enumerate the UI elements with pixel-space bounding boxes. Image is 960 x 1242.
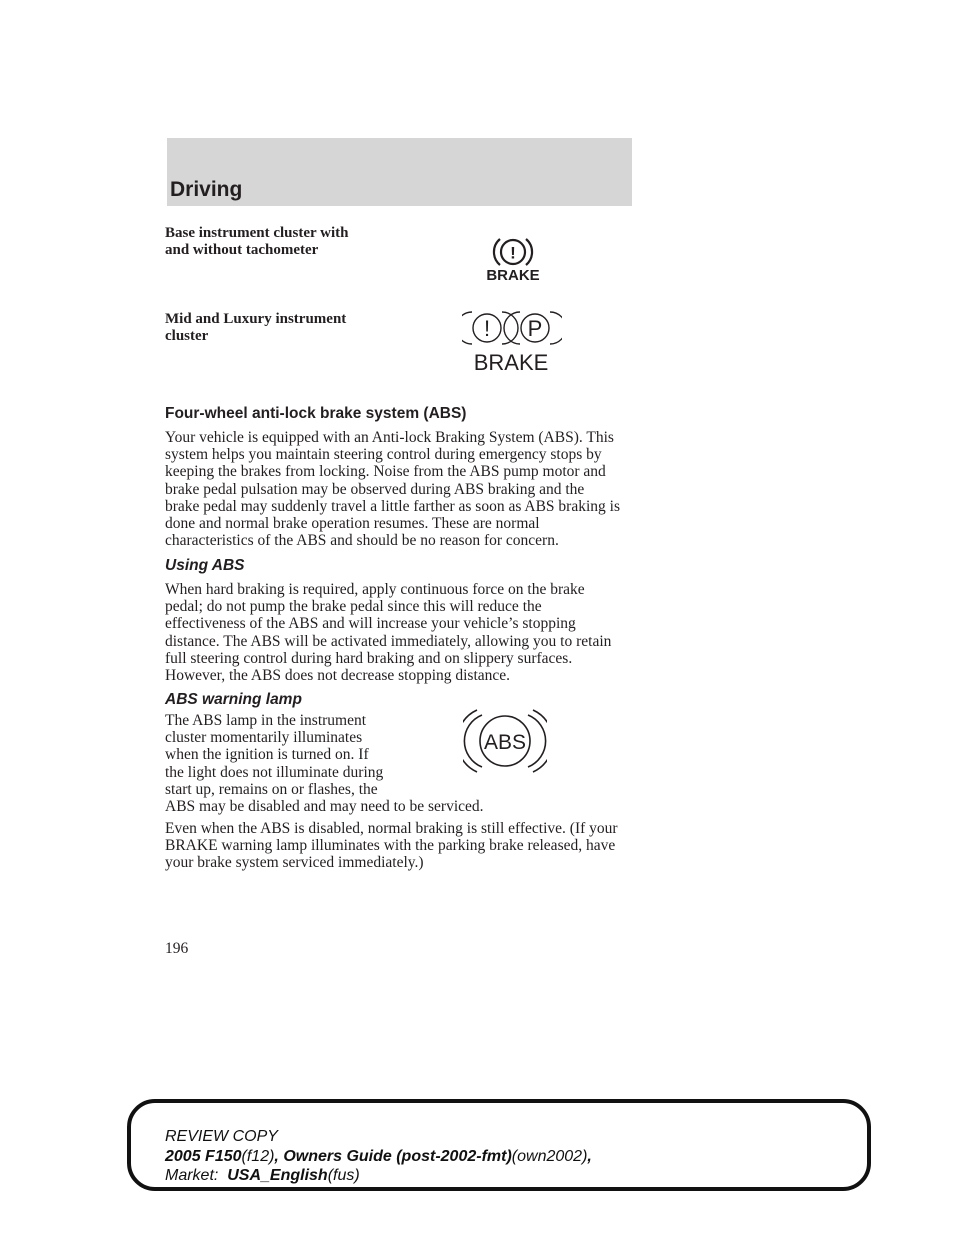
footer-review-copy: REVIEW COPY	[165, 1128, 278, 1145]
base-cluster-label: Base instrument cluster with and without tachometer	[165, 225, 349, 258]
abs-lamp-heading: ABS warning lamp	[165, 691, 302, 708]
footer-document-line: 2005 F150(f12), Owners Guide (post-2002-fmt)(own2002),	[165, 1148, 592, 1165]
brake-parking-symbol-warning: !	[483, 316, 491, 341]
using-abs-heading: Using ABS	[165, 557, 245, 574]
abs-warning-icon	[463, 706, 547, 776]
brake-parking-symbol-p: P	[527, 316, 543, 341]
abs-warning-text: ABS	[483, 731, 527, 754]
page-number: 196	[165, 940, 189, 957]
brake-parking-icon	[462, 308, 562, 374]
brake-warning-symbol: !	[510, 243, 516, 263]
abs-section-heading: Four-wheel anti-lock brake system (ABS)	[165, 405, 467, 422]
brake-warning-icon	[478, 235, 548, 283]
footer-market-line: Market: USA_English(fus)	[165, 1167, 360, 1184]
abs-lamp-body: The ABS lamp in the instrument cluster momentarily illuminates when the ignition is turned on. If the light does not illuminate during start up, remains on or flashes, the ABS may be disabled and may need to be serviced.	[165, 712, 484, 816]
brake-warning-text: BRAKE	[486, 267, 540, 283]
abs-lamp-body-2: Even when the ABS is disabled, normal braking is still effective. (If your BRAKE warning lamp illuminates with the parking brake released, have your brake system serviced immediately.)	[165, 820, 618, 872]
section-title: Driving	[170, 178, 243, 201]
brake-parking-text: BRAKE	[473, 350, 549, 374]
abs-section-body: Your vehicle is equipped with an Anti-lock Braking System (ABS). This system helps you maintain steering control during emergency stops by keeping the brakes from locking. Noise from the ABS pump motor and brake pedal pulsation may be observed during ABS braking and the brake pedal may suddenly travel a little farther as soon as ABS braking is done and normal brake operation resumes. These are normal characteristics of the ABS and should be no reason for concern.	[165, 429, 620, 550]
using-abs-body: When hard braking is required, apply continuous force on the brake pedal; do not pump the brake pedal since this will reduce the effectiveness of the ABS and will increase your vehicle’s stopping distance. The ABS will be activated immediately, allowing you to retain full steering control during hard braking and on slippery surfaces. However, the ABS does not decrease stopping distance.	[165, 581, 612, 685]
mid-cluster-label: Mid and Luxury instrument cluster	[165, 311, 347, 344]
